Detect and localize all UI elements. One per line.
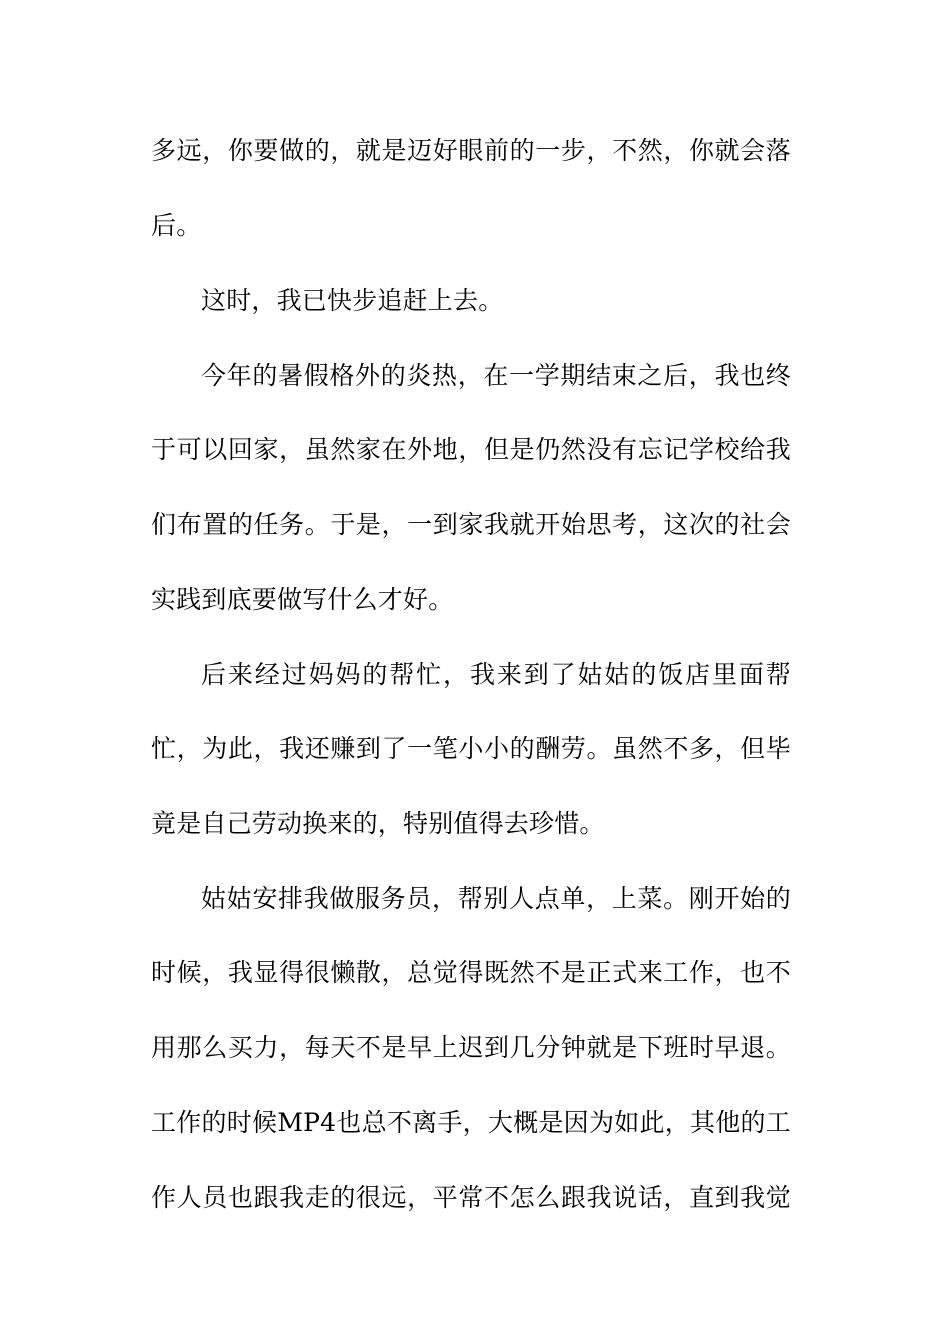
text-line: 多远，你要做的，就是迈好眼前的一步，不然，你就会落	[151, 136, 791, 165]
text-line: 们布置的任务。于是，一到家我就开始思考，这次的社会	[151, 510, 791, 539]
text-line: 这时，我已快步追赶上去。	[201, 286, 504, 315]
text-line: 今年的暑假格外的炎热，在一学期结束之后，我也终	[201, 361, 791, 390]
text-line: 竟是自己劳动换来的，特别值得去珍惜。	[151, 809, 605, 838]
text-line: 姑姑安排我做服务员，帮别人点单，上菜。刚开始的	[201, 884, 791, 913]
text-line: 工作的时候MP4也总不离手，大概是因为如此，其他的工	[151, 1108, 791, 1137]
text-line: 忙，为此，我还赚到了一笔小小的酬劳。虽然不多，但毕	[151, 734, 791, 763]
text-line: 后。	[151, 211, 202, 240]
text-line: 用那么买力，每天不是早上迟到几分钟就是下班时早退。	[151, 1033, 791, 1062]
text-line: 后来经过妈妈的帮忙，我来到了姑姑的饭店里面帮	[201, 660, 791, 689]
text-line: 于可以回家，虽然家在外地，但是仍然没有忘记学校给我	[151, 435, 791, 464]
text-line: 时候，我显得很懒散，总觉得既然不是正式来工作，也不	[151, 958, 791, 987]
text-line: 实践到底要做写什么才好。	[151, 585, 454, 614]
text-line: 作人员也跟我走的很远，平常不怎么跟我说话，直到我觉	[151, 1183, 791, 1212]
